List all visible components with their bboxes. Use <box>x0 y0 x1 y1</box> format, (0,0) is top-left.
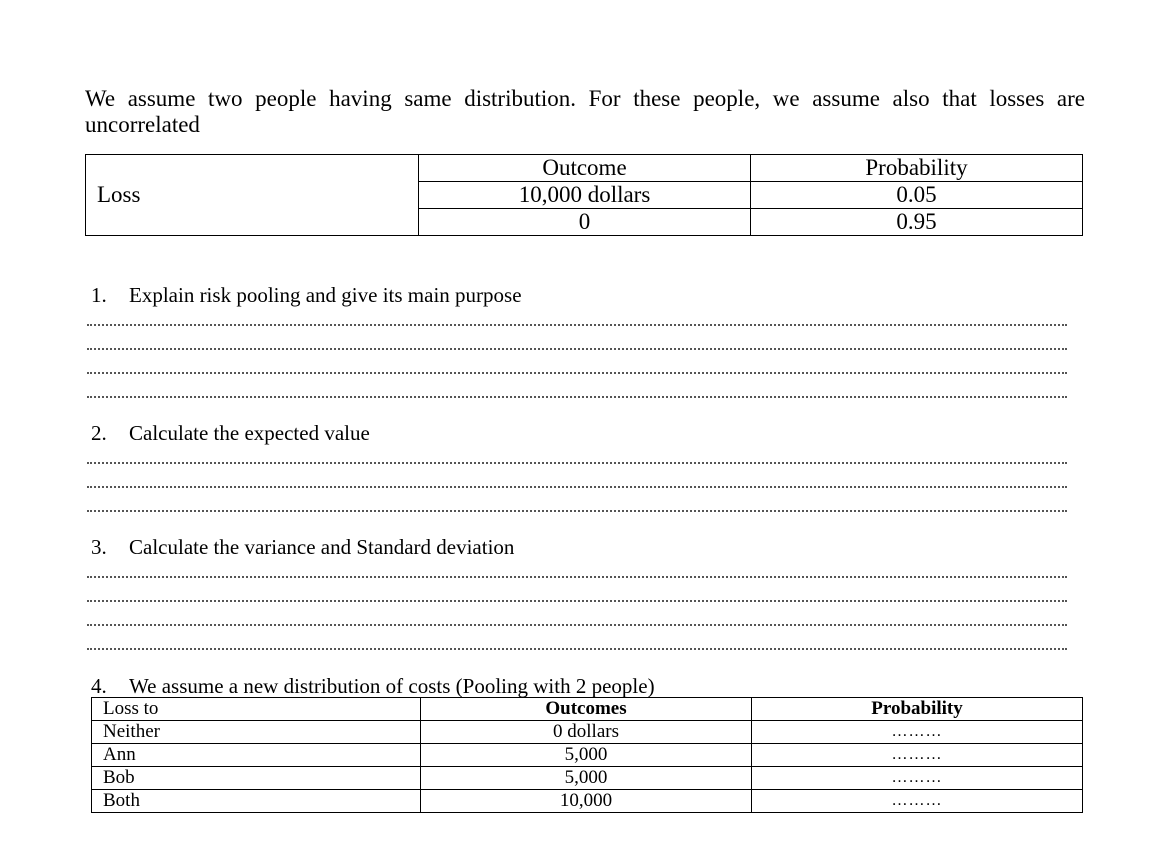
loss-to-cell: Bob <box>92 767 421 790</box>
question-2 <box>91 421 370 445</box>
answer-line[interactable] <box>87 322 1067 326</box>
loss-distribution-table <box>85 154 1083 236</box>
answer-line[interactable] <box>87 346 1067 350</box>
outcome-cell: 0 <box>419 209 751 236</box>
loss-row-label: Loss <box>86 155 419 236</box>
probability-cell: 0.05 <box>751 182 1083 209</box>
probability-blank[interactable]: ……… <box>752 721 1083 744</box>
outcome-cell: 10,000 <box>421 790 752 813</box>
loss-to-cell: Neither <box>92 721 421 744</box>
question-3 <box>91 535 514 559</box>
question-text: Explain risk pooling and give its main purpose <box>129 283 522 307</box>
question-1 <box>91 283 522 307</box>
loss-to-header: Loss to <box>92 698 421 721</box>
loss-to-cell: Ann <box>92 744 421 767</box>
answer-line[interactable] <box>87 646 1067 650</box>
outcome-header: Outcome <box>419 155 751 182</box>
outcome-cell: 0 dollars <box>421 721 752 744</box>
intro-paragraph: We assume two people having same distribution. For these people, we assume also that losses are uncorrelated <box>85 86 1085 137</box>
table-header-row <box>92 698 1083 721</box>
outcomes-header: Outcomes <box>421 698 752 721</box>
question-text: Calculate the variance and Standard deviation <box>129 535 515 559</box>
probability-blank[interactable]: ……… <box>752 744 1083 767</box>
probability-cell: 0.95 <box>751 209 1083 236</box>
answer-line[interactable] <box>87 370 1067 374</box>
outcome-cell: 10,000 dollars <box>419 182 751 209</box>
answer-line[interactable] <box>87 622 1067 626</box>
probability-blank[interactable]: ……… <box>752 767 1083 790</box>
question-text: Calculate the expected value <box>129 421 370 445</box>
table-row <box>92 767 1083 790</box>
probability-header: Probability <box>751 155 1083 182</box>
pooling-distribution-table <box>91 697 1083 813</box>
question-text: We assume a new distribution of costs (Pooling with 2 people) <box>129 674 655 698</box>
question-number: 4. <box>91 674 107 698</box>
probability-header: Probability <box>752 698 1083 721</box>
answer-line[interactable] <box>87 484 1067 488</box>
answer-line[interactable] <box>87 574 1067 578</box>
probability-blank[interactable]: ……… <box>752 790 1083 813</box>
table-row <box>92 790 1083 813</box>
table-row <box>92 744 1083 767</box>
outcome-cell: 5,000 <box>421 767 752 790</box>
question-number: 1. <box>91 283 107 307</box>
question-number: 3. <box>91 535 107 559</box>
answer-line[interactable] <box>87 508 1067 512</box>
outcome-cell: 5,000 <box>421 744 752 767</box>
answer-line[interactable] <box>87 394 1067 398</box>
table-row <box>92 721 1083 744</box>
question-4 <box>91 674 655 698</box>
loss-to-cell: Both <box>92 790 421 813</box>
answer-line[interactable] <box>87 598 1067 602</box>
question-number: 2. <box>91 421 107 445</box>
answer-line[interactable] <box>87 460 1067 464</box>
